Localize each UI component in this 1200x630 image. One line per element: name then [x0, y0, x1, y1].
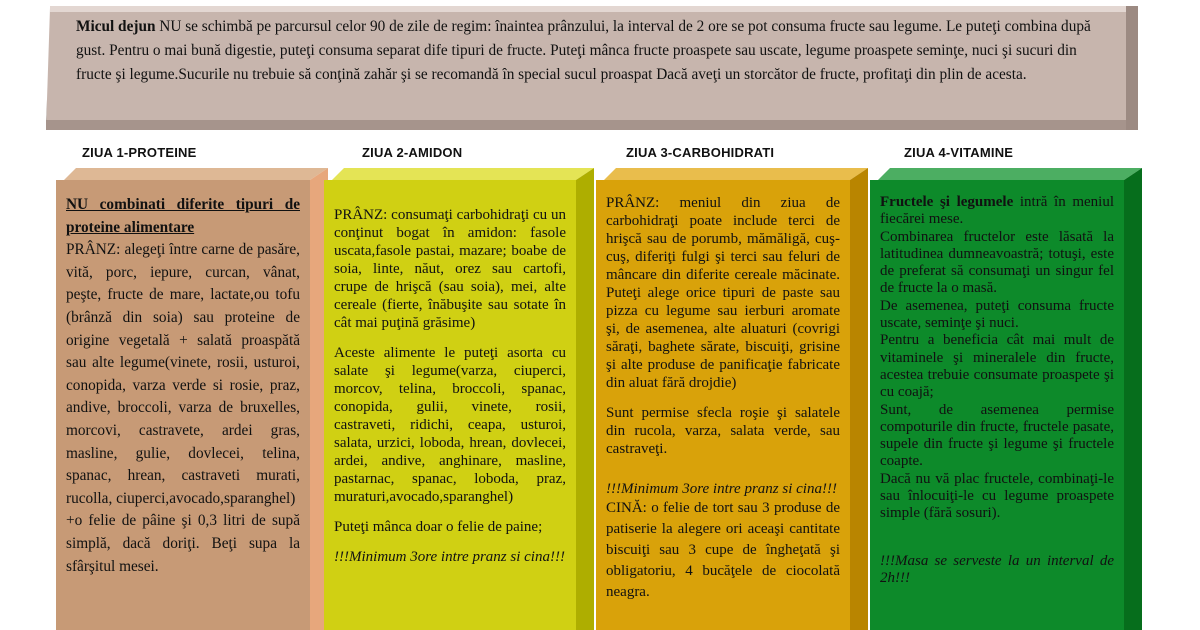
day-1-paragraph: PRÂNZ: alegeţi între carne de pasăre, vită, porc, iepure, curcan, vânat, peşte, fructe de mare, lactate,ou tofu (brânză din soia) sau proteine de origine vegetală + salată proaspătă sau alte legume(vinete, rosii, usturoi, conopida, varza verde si rosie, praz, andive, broccoli, varza de bruxelles, morcovi, castravete, ardei gras, masline, gulie, dovlecei, telina, spanac, hrean, castraveti murati, rucolla, ciuperci,avocado,sparanghel) — [66, 241, 300, 507]
day-2-paragraph: PRÂNZ: consumaţi carbohidraţi cu un conţinut bogat în amidon: fasole uscata,fasole pastai, mazare; boabe de soia, linte, năut, orez sau cartofi, crupe de hrişcă (sau soia), mei, alte cereale (fierte, înăbuşite sau sotate în cât mai puţină grăsime) — [334, 207, 566, 331]
spacer — [334, 506, 566, 518]
day-4-top-face — [878, 168, 1142, 180]
day-2-side-face — [576, 168, 594, 630]
spacer — [334, 332, 566, 344]
day-2-note: !!!Minimum 3ore intre pranz si cina!!! — [334, 549, 565, 565]
spacer — [334, 536, 566, 548]
spacer — [880, 523, 1114, 553]
day-4-paragraph: intră în meniul fiecărei mese. — [880, 194, 1114, 228]
day-1-content — [66, 194, 300, 578]
spacer — [606, 392, 840, 404]
spacer — [606, 458, 840, 480]
day-1-column — [56, 168, 328, 630]
day-1-title: ZIUA 1-PROTEINE — [82, 145, 197, 160]
day-4-paragraph: Sunt, de asemenea permise compoturile din fructe, fructele pasate, supele din fructe şi legume şi fructele coapte. — [880, 401, 1114, 470]
banner-lead: Micul dejun — [76, 18, 156, 35]
day-1-heading: NU combinati diferite tipuri de proteine alimentare — [66, 196, 300, 236]
day-3-dinner: CINĂ: o felie de tort sau 3 produse de patiserie la alegere ori aceaşi cantitate biscuiţi sau 3 cupe de îngheţată şi obligatoriu, 4 bucăţele de ciocolată neagra. — [606, 500, 840, 600]
day-1-paragraph: +o felie de pâine şi 0,3 litri de supă simplă, dacă doriţi. Beţi supa la sfârşitul mesei. — [66, 512, 300, 575]
day-4-paragraph: Dacă nu vă plac fructele, combinaţi-le sau înlocuiţi-le cu legume proaspete simple (fără sosuri). — [880, 470, 1114, 522]
day-4-paragraph: De asemenea, puteţi consuma fructe uscate, seminţe şi nuci. — [880, 297, 1114, 332]
day-1-top-face — [64, 168, 328, 180]
breakfast-banner — [46, 6, 1138, 130]
banner-body: NU se schimbă pe parcursul celor 90 de zile de regim: înaintea prânzului, la interval de 2 ore se pot consuma fructe sau legume. Le puteţi combina după gust. Pentru o mai bună digestie, puteţi consuma separat dife tipuri de fructe. Puteţi mânca fructe proaspete sau uscate, legume proaspete seminţe, nuci şi sucuri din fructe şi legume.Sucurile nu trebuie să conţină zahăr şi se recomandă în special sucul proaspat Dacă aveţi un storcător de fructe, profitaţi din plin de acesta. — [76, 18, 1091, 83]
day-3-column — [596, 168, 868, 630]
day-4-column — [870, 168, 1142, 630]
day-2-top-face — [332, 168, 594, 180]
day-4-side-face — [1124, 168, 1142, 630]
banner-bevel-right — [1126, 6, 1138, 130]
day-3-content — [606, 194, 840, 603]
day-2-title: ZIUA 2-AMIDON — [362, 145, 463, 160]
day-3-paragraph: PRÂNZ: meniul din ziua de carbohidraţi poate include terci de hrişcă sau de porumb, mămăligă, cuş-cuş, diferiţi fulgi şi terci sau feluri de mâncare din diferite cereale măcinate. Puteţi alege orice tipuri de paste sau pizza cu legume sau ierburi aromate şi, de asemenea, alte aluaturi (covrigi săraţi, baghete sărate, biscuiţi, grisine şi alte produse de panificaţie fabricate din aluat fără drojdie) — [606, 195, 840, 391]
day-2-paragraph: Aceste alimente le puteţi asorta cu salate şi legume(varza, ciuperci, morcov, telina, broccoli, spanac, conopida, gulii, vinete, rosii, castraveti, ridichi, ceapa, usturoi, salata, urzici, loboda, hrean, dovlecei, ardei, andive, anghinare, masline, pastarnac, spanac, loboda, praz, muraturi,avocado,sparanghel) — [334, 345, 566, 505]
day-3-top-face — [604, 168, 868, 180]
day-4-lead: Fructele şi legumele — [880, 194, 1014, 210]
day-4-note: !!!Masa se serveste la un interval de 2h!!! — [880, 552, 1114, 586]
day-4-title: ZIUA 4-VITAMINE — [904, 145, 1014, 160]
day-3-side-face — [850, 168, 868, 630]
day-3-note: !!!Minimum 3ore intre pranz si cina!!! — [606, 481, 837, 497]
day-4-content — [880, 194, 1114, 587]
day-2-content — [334, 206, 566, 566]
day-2-column — [324, 168, 594, 630]
day-3-title: ZIUA 3-CARBOHIDRATI — [626, 145, 775, 160]
day-4-paragraph: Combinarea fructelor este lăsată la latitudinea dumneavoastră; totuşi, este de preferat să consumaţi un singur fel de fructe la o masă. — [880, 228, 1114, 297]
banner-bevel-top — [50, 6, 1138, 12]
day-2-paragraph: Puteţi mânca doar o felie de paine; — [334, 519, 543, 535]
banner-text — [76, 15, 1116, 87]
day-4-paragraph: Pentru a beneficia cât mai mult de vitaminele şi mineralele din fructe, acestea trebuie consumate proaspete şi cu coajă; — [880, 332, 1114, 401]
day-3-paragraph: Sunt permise sfecla roşie şi salatele din rucola, varza, salata verde, sau castraveţi. — [606, 405, 840, 457]
banner-bevel-bottom — [46, 120, 1138, 130]
